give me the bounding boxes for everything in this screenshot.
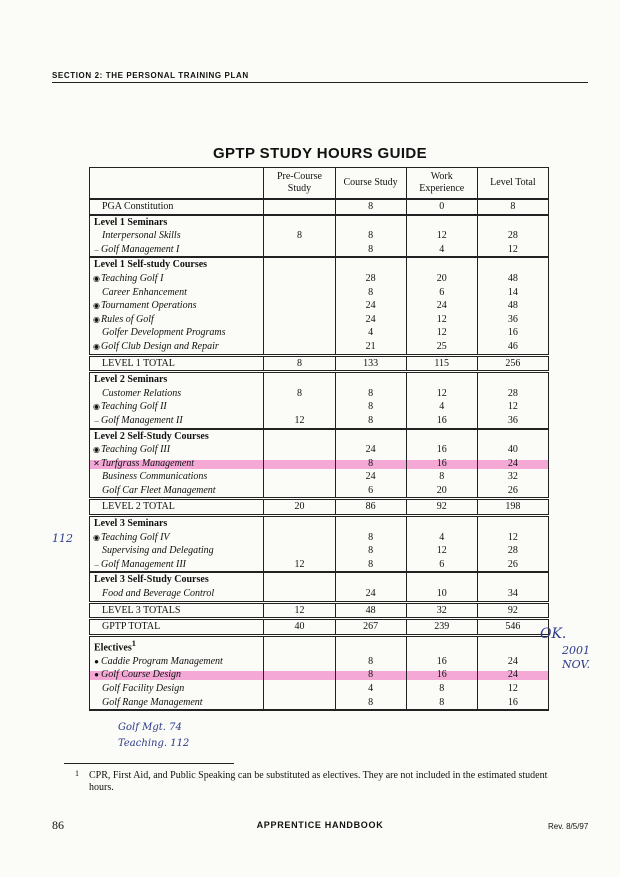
hours-cell: 24 [406,299,477,313]
table-row: ◉Teaching Golf II 8 4 12 [90,400,549,414]
hours-cell: 0 [406,199,477,215]
table-row: Golf Facility Design 4 8 12 [90,682,549,696]
dash-mark-icon: – [94,244,99,254]
hours-cell [264,668,335,682]
hours-cell [264,457,335,471]
hours-cell [264,531,335,545]
hours-cell: 26 [477,484,548,499]
hours-cell: 4 [406,400,477,414]
hours-cell [264,326,335,340]
group-heading-row: Electives$^1$ [90,635,549,654]
table-row: Golf Car Fleet Management 6 20 26 [90,484,549,499]
hours-cell: 12 [477,531,548,545]
handwritten-date-month: NOV. [562,658,590,671]
hours-cell: 24 [335,470,406,484]
table-row: Supervising and Delegating 8 12 28 [90,544,549,558]
hours-cell: 46 [477,340,548,355]
circle-mark-icon: ◉ [93,314,100,324]
circle-mark-icon: ◉ [93,273,100,283]
group-heading-row: Level 1 Seminars [90,215,549,230]
bullet-mark-icon: ● [94,656,99,666]
hours-cell: 32 [406,602,477,619]
table-row: ● Caddie Program Management 8 16 24 [90,655,549,669]
hours-cell: 12 [406,313,477,327]
handwritten-note-left: 112 [52,532,73,545]
hours-cell [264,299,335,313]
hours-cell: 28 [477,387,548,401]
hours-cell: 24 [335,299,406,313]
hours-cell: 8 [406,696,477,711]
circle-mark-icon: ◉ [93,402,100,412]
section-header: SECTION 2: THE PERSONAL TRAINING PLAN [52,71,588,83]
dash-mark-icon: – [94,415,99,425]
table-row: ◉Teaching Golf IV 8 4 12 [90,531,549,545]
hours-cell: 28 [477,544,548,558]
table-row: Golfer Development Programs 4 12 16 [90,326,549,340]
footnote-number: 1 [75,769,79,778]
hours-cell: 28 [477,229,548,243]
hours-cell: 12 [406,544,477,558]
hours-cell: 21 [335,340,406,355]
hours-cell [264,340,335,355]
hours-cell: 24 [335,443,406,457]
table-row: ◉Tournament Operations 24 24 48 [90,299,549,313]
hours-cell: 32 [477,470,548,484]
group-heading-row: Level 3 Seminars [90,516,549,531]
hours-cell: 40 [264,619,335,636]
hours-cell: 6 [406,558,477,573]
x-mark-icon: ✕ [93,458,100,468]
table-row: ◉Golf Club Design and Repair 21 25 46 [90,340,549,355]
hours-cell: 6 [406,286,477,300]
group-heading-row: Level 2 Seminars [90,372,549,387]
hours-cell: 133 [335,355,406,372]
level-total-row: LEVEL 2 TOTAL 20 86 92 198 [90,499,549,516]
table-row: Food and Beverage Control 24 10 34 [90,587,549,602]
hours-cell: 24 [335,587,406,602]
hours-cell [264,243,335,258]
study-hours-table [89,167,549,711]
hours-cell: 16 [406,655,477,669]
table-row: Career Enhancement 8 6 14 [90,286,549,300]
hours-cell: 8 [406,470,477,484]
pre-course-header: Pre-Course Study [264,168,335,200]
hours-cell: 26 [477,558,548,573]
hours-cell: 8 [477,199,548,215]
page-number: 86 [52,818,64,832]
hours-cell: 48 [477,272,548,286]
hours-cell: 12 [264,602,335,619]
hours-cell: 8 [335,414,406,429]
footnote-divider [64,763,234,764]
hours-cell: 12 [406,229,477,243]
hours-cell: 8 [335,668,406,682]
hours-cell [264,470,335,484]
table-row: – Golf Management III 12 8 6 26 [90,558,549,573]
hours-cell: 12 [477,682,548,696]
hours-cell: 4 [335,682,406,696]
table-row-highlighted: ● Golf Course Design 8 16 24 [90,668,549,682]
table-row: – Golf Management I 8 4 12 [90,243,549,258]
table-row: Customer Relations 8 8 12 28 [90,387,549,401]
hours-cell: 239 [406,619,477,636]
hours-cell: 546 [477,619,548,636]
hours-cell: 86 [335,499,406,516]
hours-cell [264,696,335,711]
hours-cell: 24 [477,655,548,669]
hours-cell: 16 [406,457,477,471]
hours-cell: 92 [477,602,548,619]
hours-cell: 16 [477,326,548,340]
hours-cell: 4 [406,531,477,545]
course-column-header [90,168,264,200]
hours-cell: 8 [335,286,406,300]
hours-cell: 8 [335,243,406,258]
hours-cell: 12 [406,326,477,340]
hours-cell: 20 [406,484,477,499]
hours-cell: 14 [477,286,548,300]
level-total-header: Level Total [477,168,548,200]
hours-cell: 198 [477,499,548,516]
hours-cell: 256 [477,355,548,372]
hours-cell: 25 [406,340,477,355]
hours-cell: 8 [335,531,406,545]
level-total-row: LEVEL 1 TOTAL 8 133 115 256 [90,355,549,372]
table-row: Interpersonal Skills 8 8 12 28 [90,229,549,243]
hours-cell: 12 [477,243,548,258]
group-heading-row: Level 3 Self-Study Courses [90,572,549,587]
handwritten-ok: OK. [540,626,567,642]
footnote [75,769,569,794]
hours-cell: 8 [264,229,335,243]
hours-cell: 16 [406,668,477,682]
hours-cell [264,655,335,669]
hours-cell: 48 [477,299,548,313]
bullet-mark-icon: ● [94,670,99,680]
hours-cell [264,272,335,286]
work-experience-header: Work Experience [406,168,477,200]
hours-cell: 20 [264,499,335,516]
revision-date: Rev. 8/5/97 [548,822,589,831]
table-row-highlighted: ✕Turfgrass Management 8 16 24 [90,457,549,471]
hours-cell: 8 [335,229,406,243]
hours-cell: 12 [477,400,548,414]
hours-cell: 16 [406,414,477,429]
hours-cell [264,682,335,696]
hours-cell: 12 [264,414,335,429]
hours-cell [264,443,335,457]
hours-cell: 24 [477,457,548,471]
hours-cell: 8 [335,387,406,401]
level-total-row: LEVEL 3 TOTALS 12 48 32 92 [90,602,549,619]
group-heading-row: Level 2 Self-Study Courses [90,429,549,444]
hours-cell [264,544,335,558]
hours-cell: 8 [335,400,406,414]
hours-cell: 28 [335,272,406,286]
hours-cell [264,286,335,300]
hours-cell: 24 [477,668,548,682]
hours-cell: 36 [477,414,548,429]
hours-cell: 12 [406,387,477,401]
hours-cell: 8 [335,199,406,215]
hours-cell: 16 [477,696,548,711]
hours-cell: 4 [406,243,477,258]
table-row: Golf Range Management 8 8 16 [90,696,549,711]
hours-cell: 20 [406,272,477,286]
hours-cell: 115 [406,355,477,372]
footnote-marker: 1 [131,638,136,648]
group-heading-row: Level 1 Self-study Courses [90,257,549,272]
table-row: ◉Teaching Golf III 24 16 40 [90,443,549,457]
hours-cell: 48 [335,602,406,619]
hours-cell: 8 [264,355,335,372]
table-row: Business Communications 24 8 32 [90,470,549,484]
hours-cell: 10 [406,587,477,602]
circle-mark-icon: ◉ [93,301,100,311]
hours-cell: 92 [406,499,477,516]
table-row: PGA Constitution 8 0 8 [90,199,549,215]
hours-cell: 8 [406,682,477,696]
handwritten-date-year: 2001 [562,644,590,657]
circle-mark-icon: ◉ [93,445,100,455]
hours-cell: 40 [477,443,548,457]
circle-mark-icon: ◉ [93,341,100,351]
hours-cell [264,313,335,327]
hours-cell: 6 [335,484,406,499]
gptp-total-row: GPTP TOTAL 40 267 239 546 [90,619,549,636]
circle-mark-icon: ◉ [93,532,100,542]
hours-cell: 8 [264,387,335,401]
guide-title: GPTP STUDY HOURS GUIDE [212,145,428,162]
hours-cell: 8 [335,696,406,711]
hours-cell [264,587,335,602]
table-row: ◉Teaching Golf I 28 20 48 [90,272,549,286]
table-header-row [90,168,549,200]
hours-cell [264,400,335,414]
hours-cell: 4 [335,326,406,340]
course-study-header: Course Study [335,168,406,200]
hours-cell: 8 [335,558,406,573]
handwritten-note-teaching: Teaching. 112 [118,738,190,749]
table-row: – Golf Management II 12 8 16 36 [90,414,549,429]
hours-cell: 267 [335,619,406,636]
hours-cell: 24 [335,313,406,327]
hours-cell: 34 [477,587,548,602]
handwritten-note-golf-mgt: Golf Mgt. 74 [118,722,182,733]
footer-title: APPRENTICE HANDBOOK [256,820,384,830]
footnote-text: CPR, First Aid, and Public Speaking can be substituted as electives. They are not included in the estimated student hours. [89,770,548,793]
dash-mark-icon: – [94,559,99,569]
table-row: ◉Rules of Golf 24 12 36 [90,313,549,327]
hours-cell [264,484,335,499]
hours-cell: 36 [477,313,548,327]
hours-cell: 8 [335,457,406,471]
hours-cell [264,199,335,215]
hours-cell: 8 [335,544,406,558]
hours-cell: 16 [406,443,477,457]
hours-cell: 8 [335,655,406,669]
hours-cell: 12 [264,558,335,573]
